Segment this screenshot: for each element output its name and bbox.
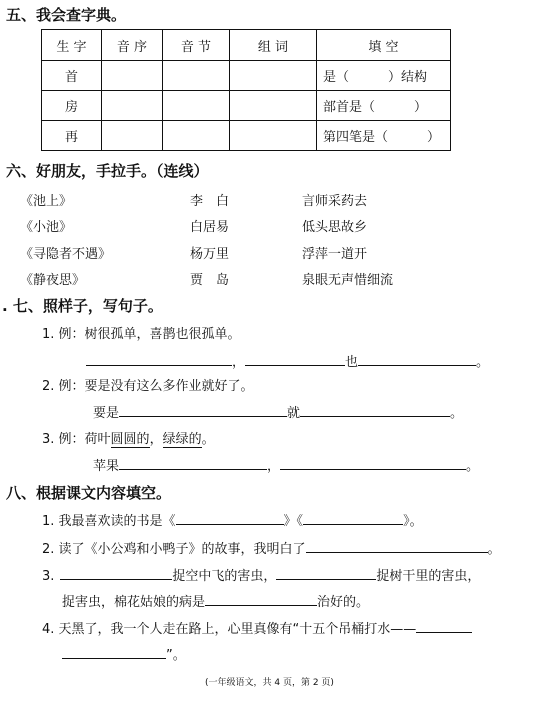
poem-title[interactable]: 《小池》 (20, 220, 73, 235)
question-text: 》《 (283, 514, 304, 529)
yinxu-cell[interactable] (102, 61, 163, 91)
underlined-word: 圆圆的 (110, 432, 150, 447)
yinxu-cell[interactable] (102, 91, 163, 121)
fill-question (42, 510, 423, 529)
fill-question-continued (62, 591, 369, 610)
section8-title: 八、根据课文内容填空。 (6, 484, 172, 502)
poet-name[interactable]: 李 白 (190, 194, 230, 209)
poem-title[interactable]: 《池上》 (20, 194, 73, 209)
fill-cell[interactable]: 第四笔是（ ） (317, 121, 451, 151)
table-row (42, 91, 451, 121)
question-text: 4. 天黑了，我一个人走在路上，心里真像有“十五个吊桶打水—— (42, 622, 417, 637)
blank-line[interactable] (119, 403, 287, 417)
section7-title: . 七、照样子，写句子。 (2, 297, 163, 315)
answer-line-row (93, 455, 479, 474)
yinjie-cell[interactable] (163, 61, 230, 91)
blank-line[interactable] (60, 566, 172, 580)
underlined-word: 绿绿的 (162, 432, 202, 447)
comma-text: ， (232, 355, 246, 370)
question-text: 捉害虫，棉花姑娘的病是 (62, 595, 206, 610)
jiu-text: 就 (287, 406, 301, 421)
header-cell: 组 词 (230, 30, 317, 61)
blank-line[interactable] (300, 403, 450, 417)
question-text: 1. 我最喜欢读的书是《 (42, 514, 176, 529)
yaoshi-text: 要是 (93, 406, 120, 421)
period-text: 。 (466, 459, 480, 474)
blank-line[interactable] (176, 511, 284, 525)
poem-title[interactable]: 《寻隐者不遇》 (20, 247, 112, 262)
ye-text: 也 (345, 355, 359, 370)
pingguo-text: 苹果 (93, 459, 120, 474)
poem-line[interactable]: 泉眼无声惜细流 (302, 273, 394, 288)
header-cell: 音 序 (102, 30, 163, 61)
fill-question (42, 618, 472, 637)
blank-line[interactable] (303, 511, 403, 525)
poem-line[interactable]: 浮萍一道开 (302, 247, 368, 262)
yinjie-cell[interactable] (163, 121, 230, 151)
zuci-cell[interactable] (230, 121, 317, 151)
blank-line[interactable] (86, 352, 232, 366)
comma-text: ， (149, 432, 163, 447)
comma-text: ， (267, 459, 281, 474)
blank-line[interactable] (306, 539, 488, 553)
answer-line-row (86, 351, 489, 370)
table-row (42, 61, 451, 91)
question-text: 》。 (403, 514, 423, 529)
question-text: 捉树干里的害虫， (376, 569, 481, 584)
table-row (42, 121, 451, 151)
char-cell: 首 (42, 61, 102, 91)
question-text: 。 (487, 542, 501, 557)
yinxu-cell[interactable] (102, 121, 163, 151)
fill-cell[interactable]: 部首是（ ） (317, 91, 451, 121)
poet-name[interactable]: 贾 岛 (190, 273, 230, 288)
header-cell: 生 字 (42, 30, 102, 61)
fill-cell[interactable]: 是（ ）结构 (317, 61, 451, 91)
example-sentence: 2. 例：要是没有这么多作业就好了。 (42, 379, 254, 394)
question-text: 治好的。 (317, 595, 370, 610)
poem-line[interactable]: 言师采药去 (302, 194, 368, 209)
header-cell: 填 空 (317, 30, 451, 61)
zuci-cell[interactable] (230, 61, 317, 91)
period-text: 。 (450, 406, 464, 421)
question-number: 3. (42, 569, 55, 584)
poet-name[interactable]: 白居易 (190, 220, 230, 235)
page-footer: (一年级语文，共 4 页，第 2 页) (205, 678, 334, 688)
example-sentence (42, 428, 215, 447)
poet-name[interactable]: 杨万里 (190, 247, 230, 262)
blank-line[interactable] (62, 645, 166, 659)
blank-line[interactable] (245, 352, 345, 366)
question-text: ”。 (166, 648, 186, 663)
fill-question (42, 538, 501, 557)
char-cell: 房 (42, 91, 102, 121)
blank-line[interactable] (280, 456, 466, 470)
blank-line[interactable] (205, 592, 317, 606)
example-prefix: 3. 例：荷叶 (42, 432, 111, 447)
fill-question-continued (62, 644, 186, 663)
blank-line[interactable] (276, 566, 376, 580)
dictionary-table (41, 29, 451, 151)
period-text: 。 (201, 432, 215, 447)
header-cell: 音 节 (163, 30, 230, 61)
section5-title: 五、我会查字典。 (6, 6, 127, 24)
blank-line[interactable] (119, 456, 267, 470)
period-text: 。 (476, 355, 490, 370)
zuci-cell[interactable] (230, 91, 317, 121)
table-header-row (42, 30, 451, 61)
answer-line-row (93, 402, 463, 421)
poem-line[interactable]: 低头思故乡 (302, 220, 368, 235)
question-text: 捉空中飞的害虫， (172, 569, 277, 584)
fill-question (42, 565, 480, 584)
section6-title: 六、好朋友，手拉手。（连线） (6, 162, 209, 180)
blank-line[interactable] (416, 619, 472, 633)
char-cell: 再 (42, 121, 102, 151)
question-text: 2. 读了《小公鸡和小鸭子》的故事，我明白了 (42, 542, 306, 557)
blank-line[interactable] (358, 352, 476, 366)
poem-title[interactable]: 《静夜思》 (20, 273, 86, 288)
example-sentence: 1. 例：树很孤单，喜鹊也很孤单。 (42, 327, 241, 342)
yinjie-cell[interactable] (163, 91, 230, 121)
